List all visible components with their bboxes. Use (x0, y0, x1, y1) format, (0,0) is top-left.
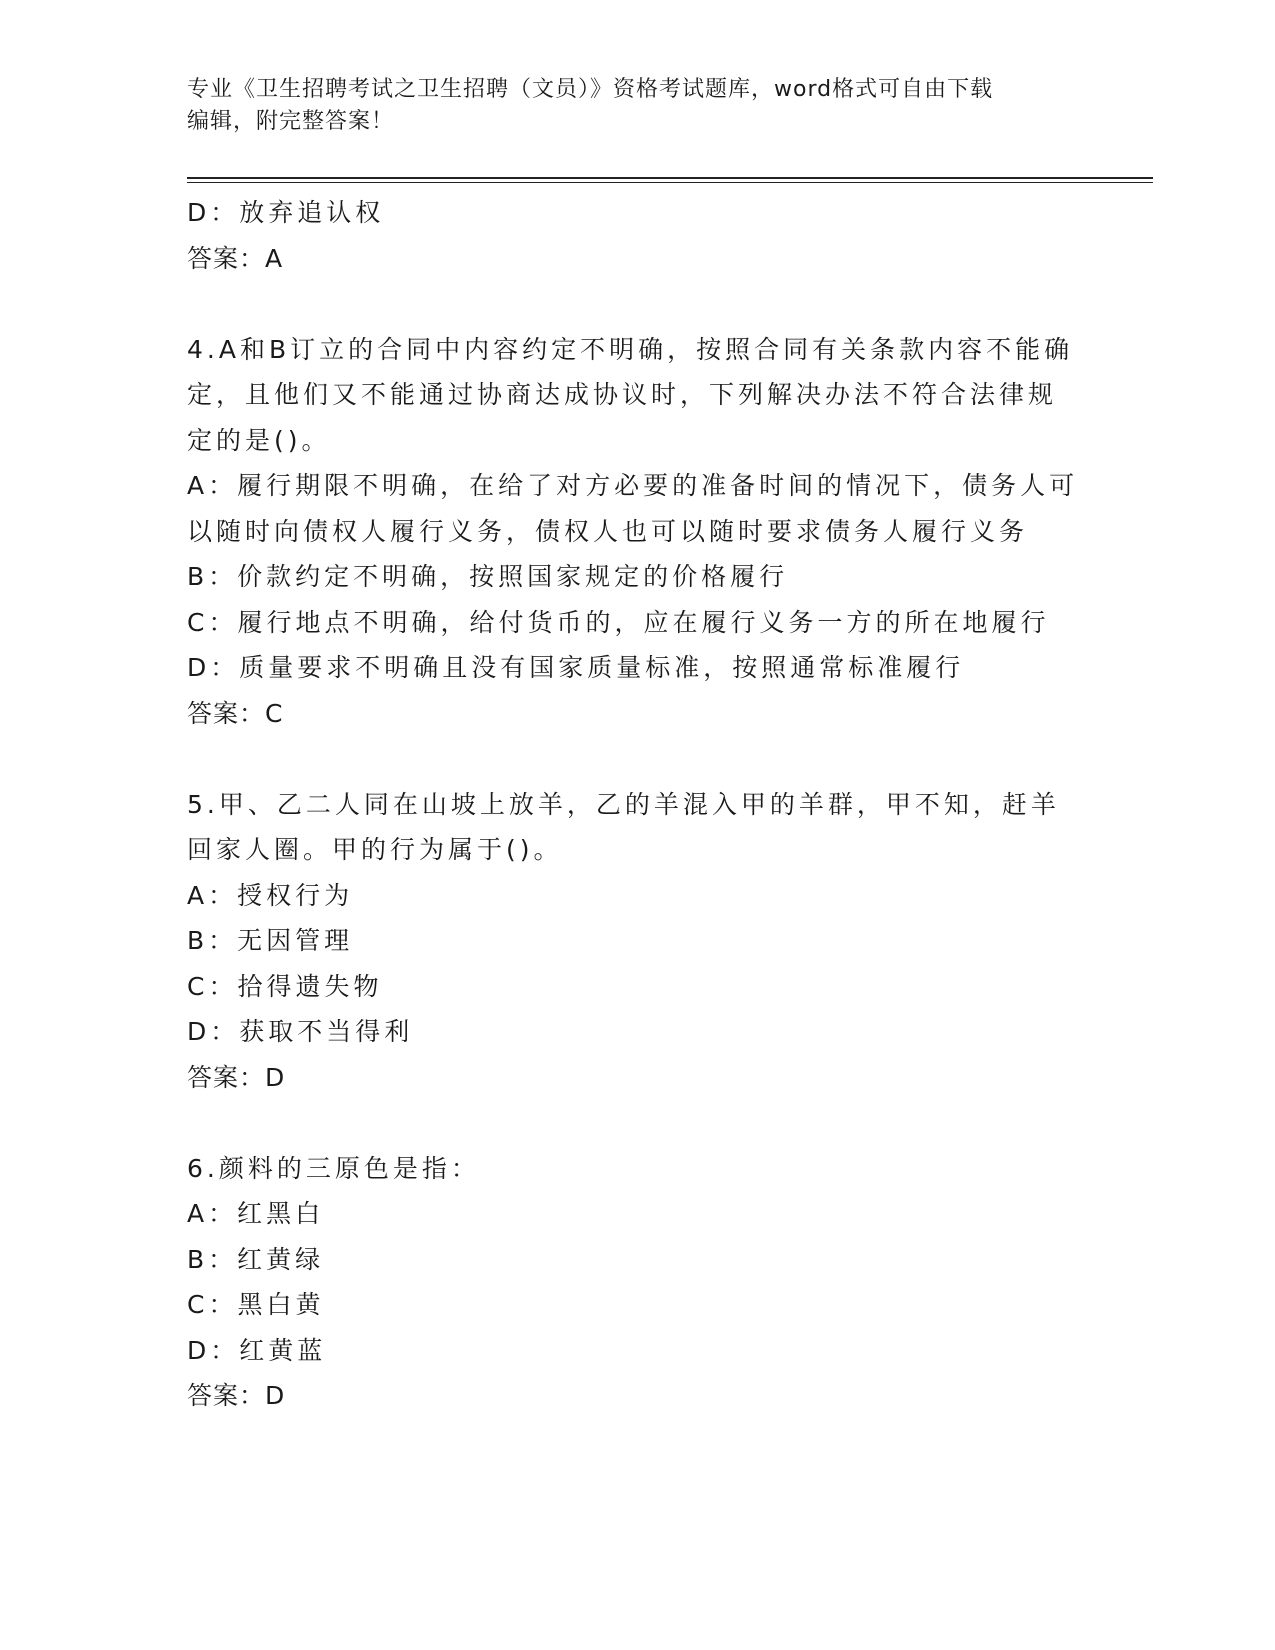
option-c: C：履行地点不明确，给付货币的，应在履行义务一方的所在地履行 (187, 607, 1050, 637)
option-a-continued: 以随时向债权人履行义务，债权人也可以随时要求债务人履行义务 (187, 516, 1029, 546)
answer-line: 答案：D (187, 1381, 286, 1410)
option-c: C：拾得遗失物 (187, 971, 383, 1001)
question-5 (187, 782, 1087, 1101)
question-spacer (187, 1100, 1087, 1146)
option-d: D：放弃追认权 (187, 198, 385, 227)
question-stem: 5.甲、乙二人同在山坡上放羊，乙的羊混入甲的羊群，甲不知，赶羊 (187, 789, 1060, 819)
question-content (187, 190, 1087, 1419)
previous-question-tail (187, 190, 1087, 281)
question-spacer (187, 736, 1087, 782)
question-stem: 4.A和B订立的合同中内容约定不明确，按照合同有关条款内容不能确 (187, 334, 1074, 364)
option-a: A：红黑白 (187, 1199, 325, 1228)
answer-line: 答案：A (187, 243, 284, 273)
question-stem: 定的是()。 (187, 425, 331, 455)
header-line-2: 编辑，附完整答案！ (187, 109, 395, 134)
option-d: D：质量要求不明确且没有国家质量标准，按照通常标准履行 (187, 653, 965, 682)
option-d: D：红黄蓝 (187, 1335, 327, 1365)
question-stem: 6.颜料的三原色是指： (187, 1153, 480, 1183)
header-divider-thin (187, 182, 1153, 183)
question-4 (187, 327, 1087, 737)
header-divider-thick (187, 177, 1153, 179)
header-line-1: 专业《卫生招聘考试之卫生招聘（文员）》资格考试题库，word格式可自由下载 (187, 77, 994, 102)
option-b: B：红黄绿 (187, 1244, 325, 1274)
option-d: D：获取不当得利 (187, 1017, 414, 1046)
option-a: A：履行期限不明确，在给了对方必要的准备时间的情况下，债务人可 (187, 471, 1079, 500)
question-spacer (187, 281, 1087, 327)
answer-line: 答案：C (187, 698, 284, 728)
option-b: B：无因管理 (187, 926, 354, 955)
answer-line: 答案：D (187, 1062, 286, 1092)
page-header (187, 74, 1087, 138)
option-b: B：价款约定不明确，按照国家规定的价格履行 (187, 562, 789, 591)
option-c: C：黑白黄 (187, 1290, 325, 1319)
question-6 (187, 1146, 1087, 1419)
option-a: A：授权行为 (187, 880, 354, 910)
question-stem: 定，且他们又不能通过协商达成协议时，下列解决办法不符合法律规 (187, 380, 1058, 409)
question-stem: 回家人圈。甲的行为属于()。 (187, 835, 563, 864)
